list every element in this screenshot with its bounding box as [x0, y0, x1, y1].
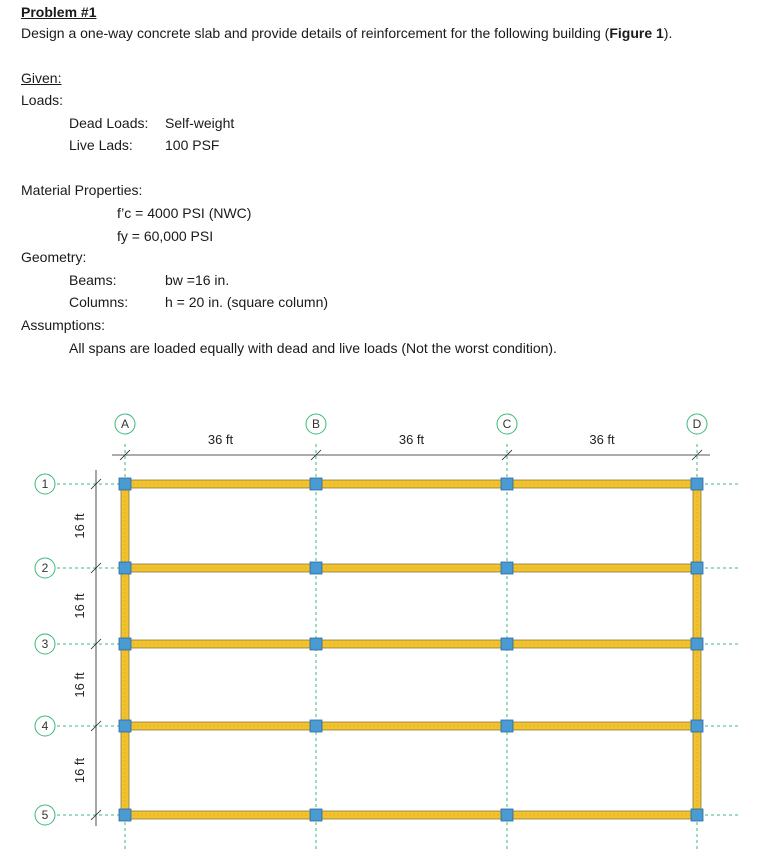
grid-bubble-label-3: 3 — [41, 637, 49, 651]
column-B2 — [310, 562, 322, 574]
problem-heading: Problem #1 — [21, 4, 97, 20]
grid-bubble-label-5: 5 — [41, 808, 49, 822]
column-D1 — [691, 478, 703, 490]
live-load-value: 100 PSF — [165, 137, 220, 153]
span-label-y-3: 16 ft — [72, 672, 87, 698]
column-B4 — [310, 720, 322, 732]
grid-bubble-label-1: 1 — [41, 477, 49, 491]
columns-value: h = 20 in. (square column) — [165, 294, 329, 310]
span-label-y-4: 16 ft — [72, 757, 87, 784]
column-A2 — [119, 562, 131, 574]
live-load-label: Live Lads: — [69, 137, 133, 153]
column-B1 — [310, 478, 322, 490]
given-label: Given: — [21, 70, 62, 86]
column-C3 — [501, 638, 513, 650]
columns-label: Columns: — [69, 294, 129, 310]
column-D2 — [691, 562, 703, 574]
span-label-y-2: 16 ft — [72, 593, 87, 619]
column-B5 — [310, 809, 322, 821]
dead-load-value: Self-weight — [165, 115, 235, 131]
grid-bubble-label-B: B — [311, 417, 321, 431]
column-B3 — [310, 638, 322, 650]
span-label-y-1: 16 ft — [72, 513, 87, 539]
column-C5 — [501, 809, 513, 821]
loads-label: Loads: — [21, 92, 64, 108]
column-D4 — [691, 720, 703, 732]
column-A3 — [119, 638, 131, 650]
grid-bubble-label-D: D — [692, 417, 702, 431]
column-C4 — [501, 720, 513, 732]
geometry-label: Geometry: — [21, 249, 87, 265]
span-label-x-3: 36 ft — [589, 432, 615, 447]
span-label-x-1: 36 ft — [207, 432, 234, 447]
statement-prefix: Design a one-way concrete slab and provide details of reinforcement for the following building ( — [21, 25, 610, 41]
span-label-x-2: 36 ft — [398, 432, 425, 447]
assumption-text: All spans are loaded equally with dead and live loads (Not the worst condition). — [69, 340, 557, 356]
dead-load-label: Dead Loads: — [69, 115, 149, 131]
grid-bubble-label-2: 2 — [41, 561, 49, 575]
assumptions-label: Assumptions: — [21, 317, 106, 333]
column-A1 — [119, 478, 131, 490]
grid-bubble-label-A: A — [120, 417, 130, 431]
steel-yield-strength: fy = 60,000 PSI — [117, 228, 214, 244]
material-label: Material Properties: — [21, 182, 143, 198]
column-A5 — [119, 809, 131, 821]
column-D5 — [691, 809, 703, 821]
column-A4 — [119, 720, 131, 732]
figure-reference: Figure 1 — [609, 25, 664, 41]
beams-value: bw =16 in. — [165, 272, 230, 288]
grid-bubble-label-C: C — [502, 417, 512, 431]
beams-label: Beams: — [69, 272, 117, 288]
grid-bubble-label-4: 4 — [41, 719, 49, 733]
column-D3 — [691, 638, 703, 650]
column-C1 — [501, 478, 513, 490]
statement-suffix: ). — [663, 25, 673, 41]
column-C2 — [501, 562, 513, 574]
concrete-strength: f’c = 4000 PSI (NWC) — [117, 205, 252, 221]
